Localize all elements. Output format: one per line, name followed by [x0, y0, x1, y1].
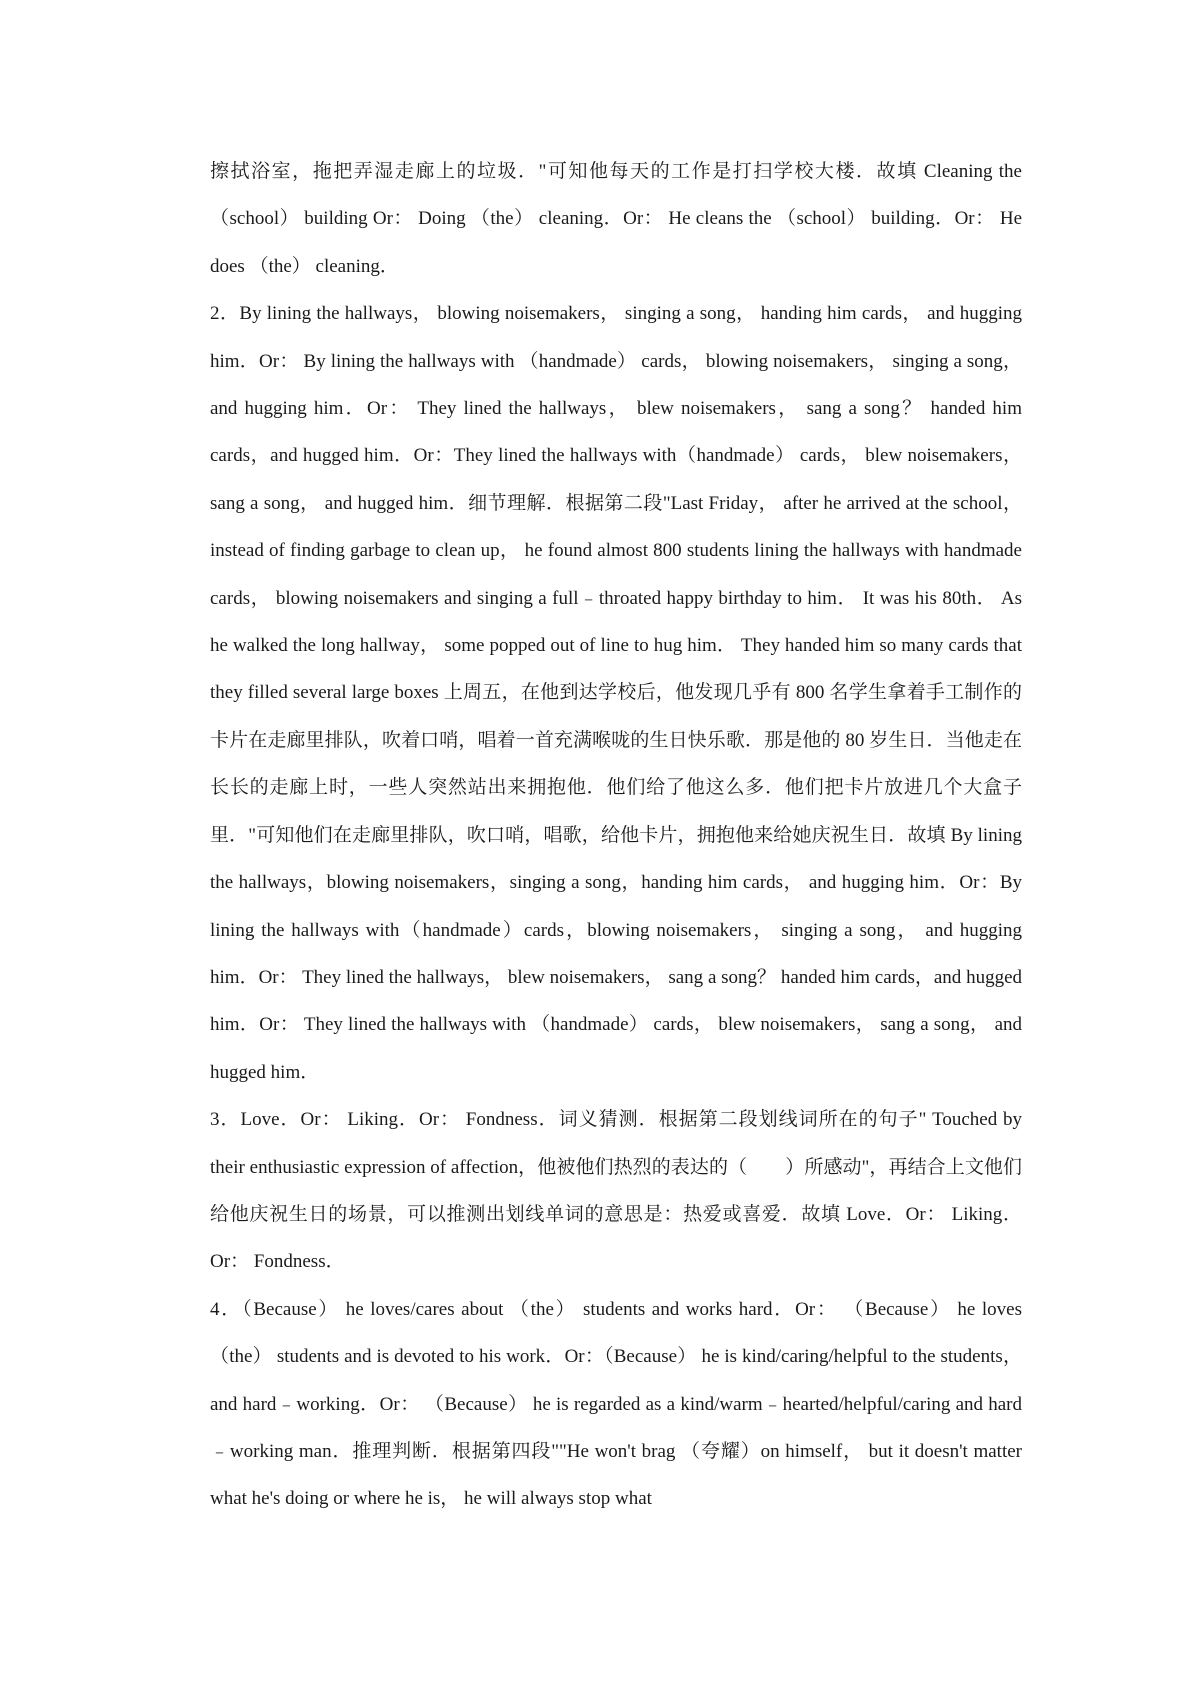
paragraph-answer-1-continued: 擦拭浴室，拖把弄湿走廊上的垃圾．"可知他每天的工作是打扫学校大楼．故填 Cleaning the （school） building Or： Doing （the） cleaning．Or： He cleans the （school） building．Or： He does （the） cleaning．: [210, 161, 1022, 277]
answer-explanation-text: [210, 148, 1022, 1523]
paragraph-answer-4: 4．（Because） he loves/cares about （the） students and works hard．Or： （Because） he loves （the） students and is devoted to his work．Or：（Because） he is kind/caring/helpful to the students， and hard﹣working．Or： （Because） he is regarded as a kind/warm﹣hearted/helpful/caring and hard﹣working man．推理判断．根据第四段""He won't brag （夸耀）on himself， but it doesn't matter what he's doing or where he is， he will always stop what: [210, 1298, 1022, 1510]
paragraph-answer-2: 2．By lining the hallways， blowing noisemakers， singing a song， handing him cards， and hugging him．Or： By lining the hallways with （handmade） cards， blowing noisemakers， singing a song， and hugging him．Or： They lined the hallways， blew noisemakers， sang a song？ handed him cards，and hugged him．Or：They lined the hallways with（handmade） cards， blew noisemakers， sang a song， and hugged him．细节理解．根据第二段"Last Friday， after he arrived at the school， instead of finding garbage to clean up， he found almost 800 students lining the hallways with handmade cards， blowing noisemakers and singing a full﹣throated happy birthday to him． It was his 80th． As he walked the long hallway， some popped out of line to hug him． They handed him so many cards that they filled several large boxes 上周五，在他到达学校后，他发现几乎有 800 名学生拿着手工制作的卡片在走廊里排队，吹着口哨，唱着一首充满喉咙的生日快乐歌．那是他的 80 岁生日．当他走在长长的走廊上时，一些人突然站出来拥抱他．他们给了他这么多．他们把卡片放进几个大盒子里．"可知他们在走廊里排队，吹口哨，唱歌，给他卡片，拥抱他来给她庆祝生日．故填 By lining the hallways，blowing noisemakers，singing a song，handing him cards， and hugging him．Or：By lining the hallways with（handmade）cards，blowing noisemakers， singing a song， and hugging him．Or： They lined the hallways， blew noisemakers， sang a song？ handed him cards，and hugged him．Or： They lined the hallways with （handmade） cards， blew noisemakers， sang a song， and hugged him．: [210, 303, 1022, 1083]
paragraph-answer-3: 3．Love．Or： Liking．Or： Fondness．词义猜测．根据第二段划线词所在的句子" Touched by their enthusiastic expression of affection，他被他们热烈的表达的（ ）所感动"，再结合上文他们给他庆祝生日的场景，可以推测出划线单词的意思是：热爱或喜爱．故填 Love．Or： Liking．Or： Fondness．: [210, 1109, 1022, 1273]
